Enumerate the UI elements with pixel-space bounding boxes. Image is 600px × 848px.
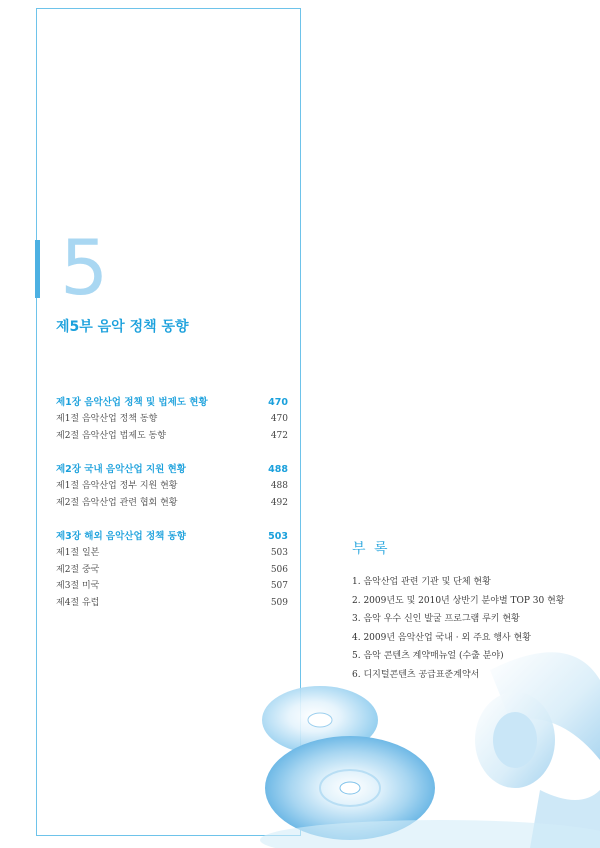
part-title: 제5부 음악 정책 동향 (56, 319, 189, 335)
section-title: 제2절 음악산업 관련 협회 현황 (56, 497, 178, 508)
section-page: 470 (270, 414, 288, 424)
chapter-heading[interactable] (56, 394, 288, 411)
section-entry[interactable] (56, 411, 288, 428)
chapter-heading[interactable] (56, 528, 288, 545)
chapter-2 (56, 461, 288, 511)
section-entry[interactable] (56, 545, 288, 562)
chapter-page: 488 (268, 464, 288, 475)
section-title: 제2절 중국 (56, 564, 100, 575)
section-entry[interactable] (56, 595, 288, 612)
chapter-title: 제2장 국내 음악산업 지원 현황 (56, 464, 186, 475)
section-title: 제3절 미국 (56, 581, 100, 591)
section-entry[interactable] (56, 562, 288, 579)
section-title: 제2절 음악산업 법제도 동향 (56, 430, 166, 441)
section-entry[interactable] (56, 478, 288, 495)
section-page: 503 (270, 548, 288, 558)
section-title: 제1절 음악산업 정책 동향 (56, 414, 158, 424)
section-title: 제1절 음악산업 정부 지원 현황 (56, 481, 178, 491)
appendix-title: 부 록 (352, 541, 390, 557)
appendix-item[interactable]: 2. 2009년도 및 2010년 상반기 분야별 TOP 30 현황 (352, 595, 565, 606)
section-title: 제1절 일본 (56, 548, 100, 558)
section-entry[interactable] (56, 578, 288, 595)
chapter-title: 제3장 해외 음악산업 정책 동향 (56, 531, 186, 542)
chapter-page: 503 (268, 531, 288, 542)
appendix-item[interactable]: 6. 디지털콘텐츠 공급표준계약서 (352, 669, 480, 680)
section-page: 492 (270, 497, 288, 508)
appendix-item[interactable]: 1. 음악산업 관련 기관 및 단체 현황 (352, 577, 491, 587)
section-page: 509 (270, 597, 288, 608)
table-of-contents (56, 394, 288, 628)
cd-headphones-illustration (240, 640, 600, 848)
chapter-page: 470 (268, 397, 288, 408)
section-entry[interactable] (56, 428, 288, 445)
appendix-item[interactable]: 3. 음악 우수 신인 발굴 프로그램 루키 현황 (352, 614, 520, 624)
section-page: 472 (270, 430, 288, 441)
section-title: 제4절 유럽 (56, 597, 100, 608)
section-page: 488 (270, 481, 288, 491)
appendix-item[interactable]: 4. 2009년 음악산업 국내 · 외 주요 행사 현황 (352, 632, 531, 643)
appendix-item[interactable]: 5. 음악 콘텐츠 계약매뉴얼 (수출 분야) (352, 651, 504, 661)
section-page: 507 (270, 581, 288, 591)
chapter-1 (56, 394, 288, 444)
chapter-title: 제1장 음악산업 정책 및 법제도 현황 (56, 397, 208, 408)
section-entry[interactable] (56, 495, 288, 512)
chapter-heading[interactable] (56, 461, 288, 478)
part-number: 5 (60, 223, 109, 312)
section-page: 506 (270, 564, 288, 575)
chapter-3 (56, 528, 288, 611)
part-accent-bar (35, 240, 40, 298)
